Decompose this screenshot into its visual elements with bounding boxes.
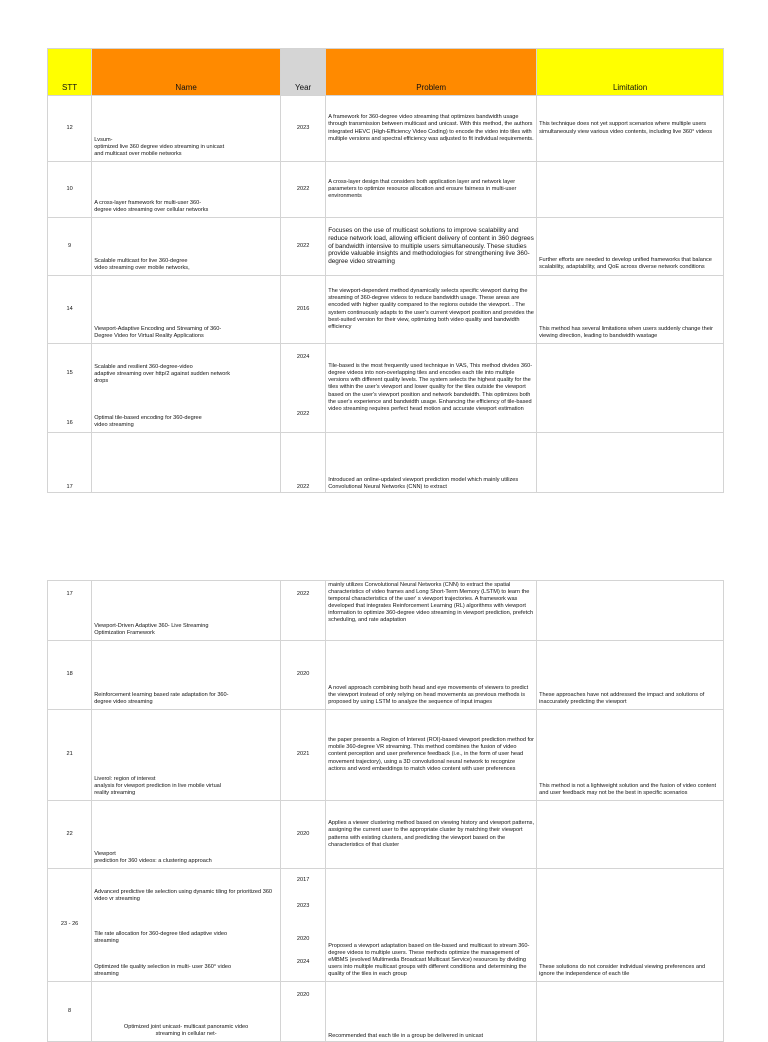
cell-stt: 8 — [48, 982, 92, 1042]
cell-limitation: This technique does not yet support scenarios where multiple users simultaneously view various video contents, including live 360° videos — [537, 96, 724, 162]
table-row — [48, 96, 724, 162]
cell-limitation — [537, 581, 724, 641]
table-row — [48, 710, 724, 801]
cell-name: A cross-layer framework for multi-user 360- degree video streaming over cellular networks — [92, 162, 281, 218]
cell-limitation: These approaches have not addressed the impact and solutions of inaccurately predicting the viewport — [537, 641, 724, 710]
cell-year: 2022 — [281, 433, 326, 493]
cell-stt: 9 — [48, 218, 92, 276]
spreadsheet-page-1 — [47, 48, 724, 490]
cell-year: 2016 — [281, 276, 326, 344]
table-row — [48, 581, 724, 641]
header-stt: STT — [48, 49, 92, 96]
cell-name: Viewport-Driven Adaptive 360- Live Streaming Optimization Framework — [92, 581, 281, 641]
table-row-cut — [48, 433, 724, 493]
year-23: 2017 — [296, 877, 310, 883]
cell-problem: Proposed a viewport adaptation based on tile-based and multicast to stream 360-degree videos to multiple users. These methods optimize the management of eMBMS (evolved Multimedia Broadcast Multicast Service) resources by dividing users into multiple multicast groups with different conditions and determining the quality of the tiles in each group — [326, 869, 537, 982]
table-row-merged — [48, 344, 724, 433]
cell-limitation — [537, 433, 724, 493]
cell-problem: A cross-layer design that considers both application layer and network layer parameters to optimize resource allocation and ensure fairness in multi-user environments — [326, 162, 537, 218]
cell-stt: 23 - 26 — [48, 869, 92, 982]
header-limitation: Limitation — [537, 49, 724, 96]
cell-year: 2022 — [281, 581, 326, 641]
table-row — [48, 801, 724, 869]
cell-limitation — [537, 801, 724, 869]
table-row — [48, 218, 724, 276]
header-row — [48, 49, 724, 96]
cell-name: Reinforcement learning based rate adaptation for 360- degree video streaming — [92, 641, 281, 710]
cell-problem: Applies a viewer clustering method based on viewing history and viewport patterns, assigning the current user to the appropriate cluster by matching their viewport patterns with existing clusters, and predicting the viewport based on the characteristics of that cluster — [326, 801, 537, 869]
cell-year: 2021 — [281, 710, 326, 801]
cell-name-merged — [92, 869, 281, 982]
cell-year: 2020 — [281, 801, 326, 869]
cell-year: 2022 — [281, 218, 326, 276]
name-25: Tile rate allocation for 360-degree tiled adaptive video streaming — [94, 931, 228, 945]
cell-name: Viewport-Adaptive Encoding and Streaming of 360- Degree Video for Virtual Reality Applications — [92, 276, 281, 344]
year-15: 2024 — [296, 354, 310, 360]
year-24: 2023 — [296, 903, 310, 909]
cell-limitation — [537, 344, 724, 433]
name-26: Optimized tile quality selection in multi- user 360° video streaming — [94, 964, 232, 978]
stt-16: 16 — [66, 420, 73, 426]
cell-problem: A novel approach combining both head and eye movements of viewers to predict the viewport instead of only relying on head movements as previous methods is proposed by using LSTM to analyze the sequence of input images — [326, 641, 537, 710]
year-16: 2022 — [296, 411, 310, 417]
cell-limitation: This method is not a lightweight solution and the fusion of video content and user feedback may not be the best in specific scenarios — [537, 710, 724, 801]
table-row-cut — [48, 982, 724, 1042]
cell-stt: 18 — [48, 641, 92, 710]
cell-name: Scalable multicast for live 360-degree video streaming over mobile networks, — [92, 218, 281, 276]
literature-table-bottom — [47, 580, 724, 1042]
cell-limitation: This method has several limitations when users suddenly change their viewing direction, leading to bandwidth wastage — [537, 276, 724, 344]
cell-stt-merged — [48, 344, 92, 433]
header-year: Year — [281, 49, 326, 96]
cell-problem: Introduced an online-updated viewport prediction model which mainly utilizes Convolutional Neural Networks (CNN) to extract — [326, 433, 537, 493]
cell-stt: 10 — [48, 162, 92, 218]
table-row — [48, 641, 724, 710]
cell-name: Liverol: region of interest analysis for viewport prediction in live mobile virtual reality streaming — [92, 710, 281, 801]
cell-problem: A framework for 360-degree video streaming that optimizes bandwidth usage through transmission between multicast and unicast. With this method, the authors integrated HEVC (High-Efficiency Video Coding) to encode the video into tiles with multiple versions and spectral efficiency was adjusted to fit individual requirements. — [326, 96, 537, 162]
cell-name — [92, 433, 281, 493]
cell-stt: 14 — [48, 276, 92, 344]
cell-problem: mainly utilizes Convolutional Neural Networks (CNN) to extract the spatial characteristics of video frames and Long Short-Term Memory (LSTM) to learn the temporal characteristics of the user' s viewport trajectories. A framework was developed that integrates Reinforcement Learning (RL) algorithms with viewport information to optimize 360-degree video streaming in viewport prediction, prefetch scheduling, and rate adaptation — [326, 581, 537, 641]
cell-stt: 12 — [48, 96, 92, 162]
cell-problem: Tile-based is the most frequently used technique in VAS, This method divides 360-degree videos into non-overlapping tiles and encodes each tile into multiple versions with different quality levels. The system selects the highest quality for the tiles within the user's viewport and lower quality for the tiles outside the viewport based on the user's viewport position and network bandwidth. This optimizes both the user's experience and bandwidth usage. Enhancing the efficiency of tile-based video streaming requires perfect head motion and accurate viewport estimation — [326, 344, 537, 433]
name-16: Optimal tile-based encoding for 360-degree video streaming — [94, 415, 202, 429]
cell-year: 2022 — [281, 162, 326, 218]
cell-stt: 21 — [48, 710, 92, 801]
name-15: Scalable and resilient 360-degree-video adaptive streaming over http/2 against sudden network drops — [94, 364, 231, 385]
cell-year-merged — [281, 344, 326, 433]
cell-limitation: These solutions do not consider individual viewing preferences and ignore the independence of each tile — [537, 869, 724, 982]
cell-name-merged — [92, 344, 281, 433]
stt-15: 15 — [66, 370, 73, 376]
name-23: Advanced predictive tile selection using dynamic tiling for prioritized 360 video vr streaming — [94, 889, 273, 903]
year-25: 2020 — [296, 936, 310, 942]
cell-stt: 17 — [48, 433, 92, 493]
cell-problem: The viewport-dependent method dynamically selects specific viewport during the streaming of 360-degree videos to reduce bandwidth usage. These areas are encoded with higher quality compared to the regions outside the viewport. . The system continuously adapts to the user's current viewport position and provides the best-suited version for their view, optimizing both video quality and bandwidth efficiency — [326, 276, 537, 344]
cell-stt: 22 — [48, 801, 92, 869]
header-problem: Problem — [326, 49, 537, 96]
year-26: 2024 — [296, 959, 310, 965]
cell-name: Lvsum- optimized live 360 degree video streaming in unicast and multicast over mobile networks — [92, 96, 281, 162]
table-row — [48, 276, 724, 344]
cell-problem: Recommended that each tile in a group be delivered in unicast — [326, 982, 537, 1042]
cell-year: 2020 — [281, 641, 326, 710]
cell-year: 2020 — [281, 982, 326, 1042]
cell-year: 2023 — [281, 96, 326, 162]
literature-table-top — [47, 48, 724, 493]
cell-name: Optimized joint unicast- multicast panoramic video streaming in cellular net- — [92, 982, 281, 1042]
header-name: Name — [92, 49, 281, 96]
spreadsheet-page-2 — [47, 580, 724, 1039]
cell-stt: 17 — [48, 581, 92, 641]
table-row — [48, 162, 724, 218]
cell-name: Viewport prediction for 360 videos: a clustering approach — [92, 801, 281, 869]
cell-limitation — [537, 162, 724, 218]
cell-limitation: Further efforts are needed to develop unified frameworks that balance scalability, adaptability, and QoE across diverse network conditions — [537, 218, 724, 276]
cell-year-merged — [281, 869, 326, 982]
cell-limitation — [537, 982, 724, 1042]
cell-problem: the paper presents a Region of Interest (ROI)-based viewport prediction method for mobile 360-degree VR streaming. This method combines the fusion of video content perception and user preference feedback (i.e., in the form of user head movement trajectory), using a 3D convolutional neural network to recognize actions and word embeddings to match video content with user preferences — [326, 710, 537, 801]
table-row-merged — [48, 869, 724, 982]
cell-problem: Focuses on the use of multicast solutions to improve scalability and reduce network load, allowing efficient delivery of content in 360 degrees of bandwidth intensive to multiple users simultaneously. These studies provide valuable insights and methodologies for strengthening live 360-degree video streaming — [326, 218, 537, 276]
